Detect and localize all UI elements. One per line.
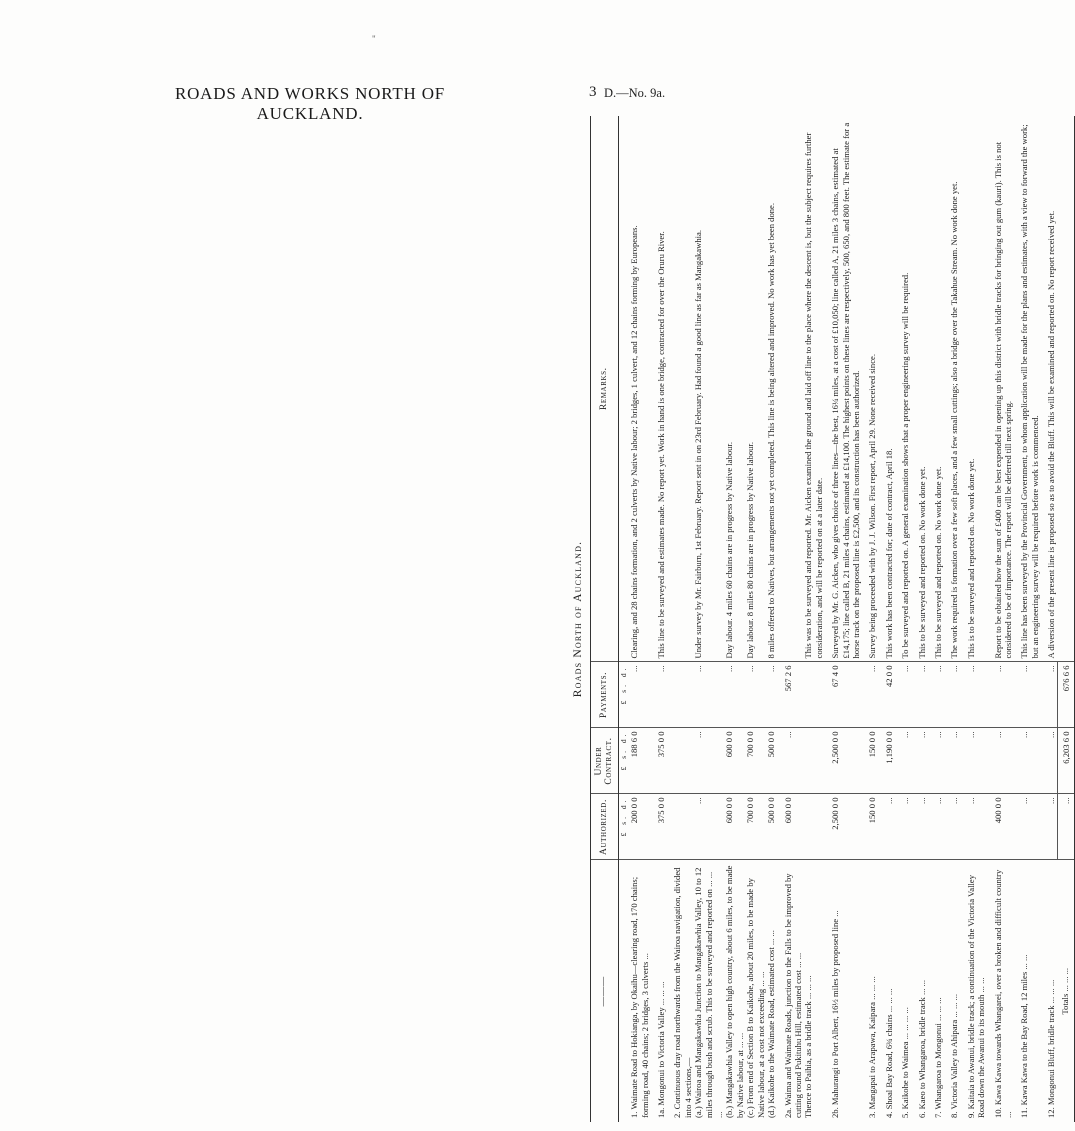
- under-contract-cell: ...: [917, 728, 927, 794]
- work-cell: 2a. Waima and Waimate Roads, junction to the Falls to be improved by cutting round Pukituhu Hill, estimated cost ... ...: [782, 873, 803, 1118]
- payments-cell: ...: [1019, 662, 1040, 728]
- work-cell: 4. Shoal Bay Road, 6¾ chains ... ... ...: [883, 988, 894, 1118]
- col-payments-header: Payments.: [591, 662, 619, 728]
- under-contract-cell: ...: [693, 728, 724, 794]
- work-cell: (b.) Mangakawhia Valley to open high country, about 6 miles, to be made by Native labour, at ... ...: [724, 865, 745, 1118]
- col-work-header: ———: [591, 860, 619, 1122]
- authorized-cell: [672, 794, 693, 860]
- payments-cell: [803, 662, 824, 728]
- remarks-cell: The work required is formation over a few soft places, and a few small cuttings; also a bridge over the Takahue Stream. No work done yet.: [949, 116, 959, 662]
- page-speck: ": [372, 34, 376, 44]
- units-authorized: £ s. d.: [618, 794, 629, 860]
- payments-cell: 67 4 0: [830, 662, 861, 728]
- table-row: [724, 116, 745, 1122]
- remarks-cell: To be surveyed and reported on. A general examination shows that a proper engineering survey will be required.: [900, 116, 910, 662]
- work-cell: 5. Kaikohe to Waimea ... ... ... ...: [900, 1007, 911, 1118]
- authorized-cell: 2,500 0 0: [830, 794, 861, 860]
- table-row: [966, 116, 987, 1122]
- table-row: [1019, 116, 1040, 1122]
- remarks-cell: A diversion of the present line is proposed so as to avoid the Bluff. This will be examined and reported on. No report received yet.: [1046, 116, 1057, 662]
- units-payments: £ s. d.: [618, 662, 629, 728]
- remarks-cell: This to be surveyed and reported on. No work done yet.: [917, 116, 927, 662]
- table-row: [629, 116, 650, 1122]
- authorized-cell: 400 0 0: [993, 794, 1014, 860]
- authorized-cell: ...: [933, 794, 943, 860]
- remarks-cell: Day labour. 4 miles 60 chains are in progress by Native labour.: [724, 116, 745, 662]
- table-row: [803, 116, 824, 1122]
- table-row: [900, 116, 910, 1122]
- remarks-cell: [672, 116, 693, 662]
- remarks-cell: Report to be obtained how the sum of £400 can be best expended in opening up this district with bridle tracks for bringing out gum (kauri). This is not considered to be of importance. The report will be deferred till next spring.: [993, 116, 1014, 662]
- page-title: ROADS AND WORKS NORTH OF AUCKLAND.: [174, 84, 446, 123]
- under-contract-cell: [672, 728, 693, 794]
- authorized-cell: 200 0 0: [629, 794, 650, 860]
- units-row: [618, 116, 629, 1122]
- table-row: [693, 116, 724, 1122]
- authorized-cell: ...: [1046, 794, 1057, 860]
- authorized-cell: ...: [900, 794, 910, 860]
- table-row: [656, 116, 666, 1122]
- work-cell: (a.) Wairoa and Mangakawhia Junction to Mangakawhia Valley, 10 to 12 miles through bush and scrub. This to be surveyed and reported on ... ... ...: [693, 867, 725, 1118]
- authorized-cell: [803, 794, 824, 860]
- work-cell: 1a. Mongonui to Victoria Valley ... ... ...: [656, 981, 667, 1118]
- under-contract-cell: ...: [933, 728, 943, 794]
- under-contract-cell: 150 0 0: [867, 728, 877, 794]
- payments-cell: ...: [933, 662, 943, 728]
- payments-cell: ...: [900, 662, 910, 728]
- work-cell: 3. Mangapai to Arapawa, Kaipara ... ... ...: [867, 976, 878, 1118]
- work-cell: Thence to Paihia, as a bridle track ... ... ...: [803, 975, 814, 1118]
- under-contract-cell: ...: [783, 728, 804, 794]
- payments-cell: ...: [966, 662, 987, 728]
- remarks-cell: Clearing, and 28 chains formation, and 2 culverts by Native labour; 2 bridges, 1 culvert, and 12 chains forming by Europeans.: [629, 116, 650, 662]
- authorized-cell: ...: [949, 794, 959, 860]
- header-row: [591, 116, 619, 1122]
- totals-remarks-blank: [1057, 116, 1074, 662]
- remarks-cell: This is to be surveyed and reported on. No work done yet.: [966, 116, 987, 662]
- roads-table: [590, 116, 1075, 1122]
- under-contract-cell: 700 0 0: [745, 728, 766, 794]
- work-cell: 9. Kaitaia to Awanui, bridle track; a continuation of the Victoria Valley Road down the Awanui to its mouth ... ...: [965, 875, 987, 1118]
- work-cell: 6. Kaeo to Whangaroa, bridle track ... ...: [916, 979, 927, 1118]
- under-contract-cell: 500 0 0: [766, 728, 776, 794]
- totals-label: Totals ... ... ...: [1057, 860, 1074, 1122]
- col-under-contract-header: Under Contract.: [591, 728, 619, 794]
- under-contract-cell: [803, 728, 824, 794]
- remarks-cell: Day labour. 8 miles 80 chains are in progress by Native labour.: [745, 116, 766, 662]
- units-remarks-blank: [618, 116, 629, 662]
- remarks-cell: Survey being proceeded with by J. J. Wilson. First report, April 29. None received since.: [867, 116, 877, 662]
- payments-cell: 42 0 0: [884, 662, 894, 728]
- under-contract-cell: ...: [1046, 728, 1057, 794]
- authorized-cell: 600 0 0: [783, 794, 804, 860]
- remarks-cell: This work has been contracted for; date of contract, April 18.: [884, 116, 894, 662]
- payments-cell: ...: [724, 662, 745, 728]
- under-contract-cell: ...: [900, 728, 910, 794]
- work-cell: 8. Victoria Valley to Ahipara ... ... ...: [949, 994, 960, 1118]
- remarks-cell: This was to be surveyed and reported. Mr. Aicken examined the ground and laid off line to the place where the descent is, but the subject requires further consideration, and will be reported on at a later date.: [803, 116, 824, 662]
- table-row: [917, 116, 927, 1122]
- col-remarks-header: Remarks.: [591, 116, 619, 662]
- payments-cell: ...: [993, 662, 1014, 728]
- under-contract-cell: ...: [1019, 728, 1040, 794]
- work-cell: 1. Waimate Road to Hokianga, by Okaihu—clearing road, 170 chains; forming road, 40 chains; 2 bridges, 3 culverts ...: [629, 876, 650, 1118]
- totals-row: [1057, 116, 1074, 1122]
- totals-payments: 676 6 6: [1057, 662, 1074, 728]
- payments-cell: ...: [949, 662, 959, 728]
- remarks-cell: [783, 116, 804, 662]
- under-contract-cell: 2,500 0 0: [830, 728, 861, 794]
- table-row: [745, 116, 766, 1122]
- under-contract-cell: ...: [949, 728, 959, 794]
- authorized-cell: ...: [693, 794, 724, 860]
- table-row: [830, 116, 861, 1122]
- table-row: [933, 116, 943, 1122]
- remarks-cell: 8 miles offered to Natives, but arrangements not yet completed. This line is being altered and improved. No work has yet been done.: [766, 116, 776, 662]
- under-contract-cell: 1,190 0 0: [884, 728, 894, 794]
- table-row: [783, 116, 804, 1122]
- totals-authorized: ...: [1057, 794, 1074, 860]
- payments-cell: ...: [867, 662, 877, 728]
- totals-under-contract: 6,203 6 0: [1057, 728, 1074, 794]
- authorized-cell: 600 0 0: [724, 794, 745, 860]
- work-cell: 2b. Mahurangi to Port Albert, 16½ miles by proposed line ...: [830, 910, 841, 1118]
- payments-cell: ...: [1046, 662, 1057, 728]
- under-contract-cell: 188 6 0: [629, 728, 650, 794]
- authorized-cell: 375 0 0: [656, 794, 666, 860]
- document-reference: D.—No. 9a.: [604, 86, 666, 100]
- authorized-cell: ...: [1019, 794, 1040, 860]
- authorized-cell: 150 0 0: [867, 794, 877, 860]
- authorized-cell: ...: [917, 794, 927, 860]
- table-row: [1046, 116, 1057, 1122]
- work-cell: (d.) Kaikohe to the Waimate Road, estimated cost ... ...: [766, 930, 777, 1118]
- payments-cell: ...: [629, 662, 650, 728]
- work-cell: 12. Mongonui Bluff, bridle track ... ... ...: [1046, 979, 1057, 1118]
- authorized-cell: 700 0 0: [745, 794, 766, 860]
- table-row: [949, 116, 959, 1122]
- remarks-cell: This line to be surveyed and estimates made. No report yet. Work in hand is one bridge, contracted for over the Oruru River.: [656, 116, 666, 662]
- under-contract-cell: ...: [993, 728, 1014, 794]
- under-contract-cell: ...: [966, 728, 987, 794]
- work-cell: (c.) From end of Section B to Kaikohe, about 20 miles, to be made by Native labour, at a cost not exceeding ... ...: [745, 878, 766, 1118]
- payments-cell: ...: [693, 662, 724, 728]
- payments-cell: ...: [656, 662, 666, 728]
- work-cell: 7. Whangaroa to Mongonui ... ... ...: [932, 997, 943, 1118]
- work-cell: 10. Kawa Kawa towards Whangarei, over a broken and difficult country ...: [992, 869, 1013, 1118]
- under-contract-cell: 375 0 0: [656, 728, 666, 794]
- work-cell: 2. Continuous dray road northwards from the Wairoa navigation, divided into 4 sections,—: [672, 867, 693, 1118]
- payments-cell: ...: [917, 662, 927, 728]
- page-number: 3: [589, 84, 597, 100]
- table-row: [672, 116, 693, 1122]
- units-under-contract: £ s. d.: [618, 728, 629, 794]
- payments-cell: 567 2 6: [783, 662, 804, 728]
- remarks-cell: Under survey by Mr. Fairburn, 1st February. Report sent in on 23rd February. Had found a good line as far as Mangakawhia.: [693, 116, 724, 662]
- payments-cell: ...: [766, 662, 776, 728]
- table-row: [884, 116, 894, 1122]
- units-blank: [618, 860, 629, 1122]
- under-contract-cell: 600 0 0: [724, 728, 745, 794]
- remarks-cell: This to be surveyed and reported on. No work done yet.: [933, 116, 943, 662]
- work-cell: 11. Kawa Kawa to the Bay Road, 12 miles ... ...: [1019, 954, 1030, 1118]
- remarks-cell: Surveyed by Mr. G. Aicken, who gives choice of three lines—the best, 16¼ miles, at a cost of £10,050; line called A, 21 miles 3 chains, estimated at £14,175; line called B, 21 miles 4 chains, estimated at £14,100. The highest points on these lines are respectively, 500, 650, and 800 feet. The estimate for a horse track on the proposed line is £2,500, and its construction has been authorized.: [830, 116, 861, 662]
- table-title: Roads North of Auckland.: [572, 540, 584, 698]
- table-row: [867, 116, 877, 1122]
- authorized-cell: ...: [884, 794, 894, 860]
- authorized-cell: 500 0 0: [766, 794, 776, 860]
- col-authorized-header: Authorized.: [591, 794, 619, 860]
- table-row: [766, 116, 776, 1122]
- authorized-cell: ...: [966, 794, 987, 860]
- payments-cell: [672, 662, 693, 728]
- rotated-table-block: [572, 116, 1071, 1122]
- remarks-cell: This line has been surveyed by the Provincial Government, to whom application will be made for the plans and estimates, with a view to forward the work; but an engineering survey will be required before work is commenced.: [1019, 116, 1040, 662]
- table-row: [993, 116, 1014, 1122]
- payments-cell: ...: [745, 662, 766, 728]
